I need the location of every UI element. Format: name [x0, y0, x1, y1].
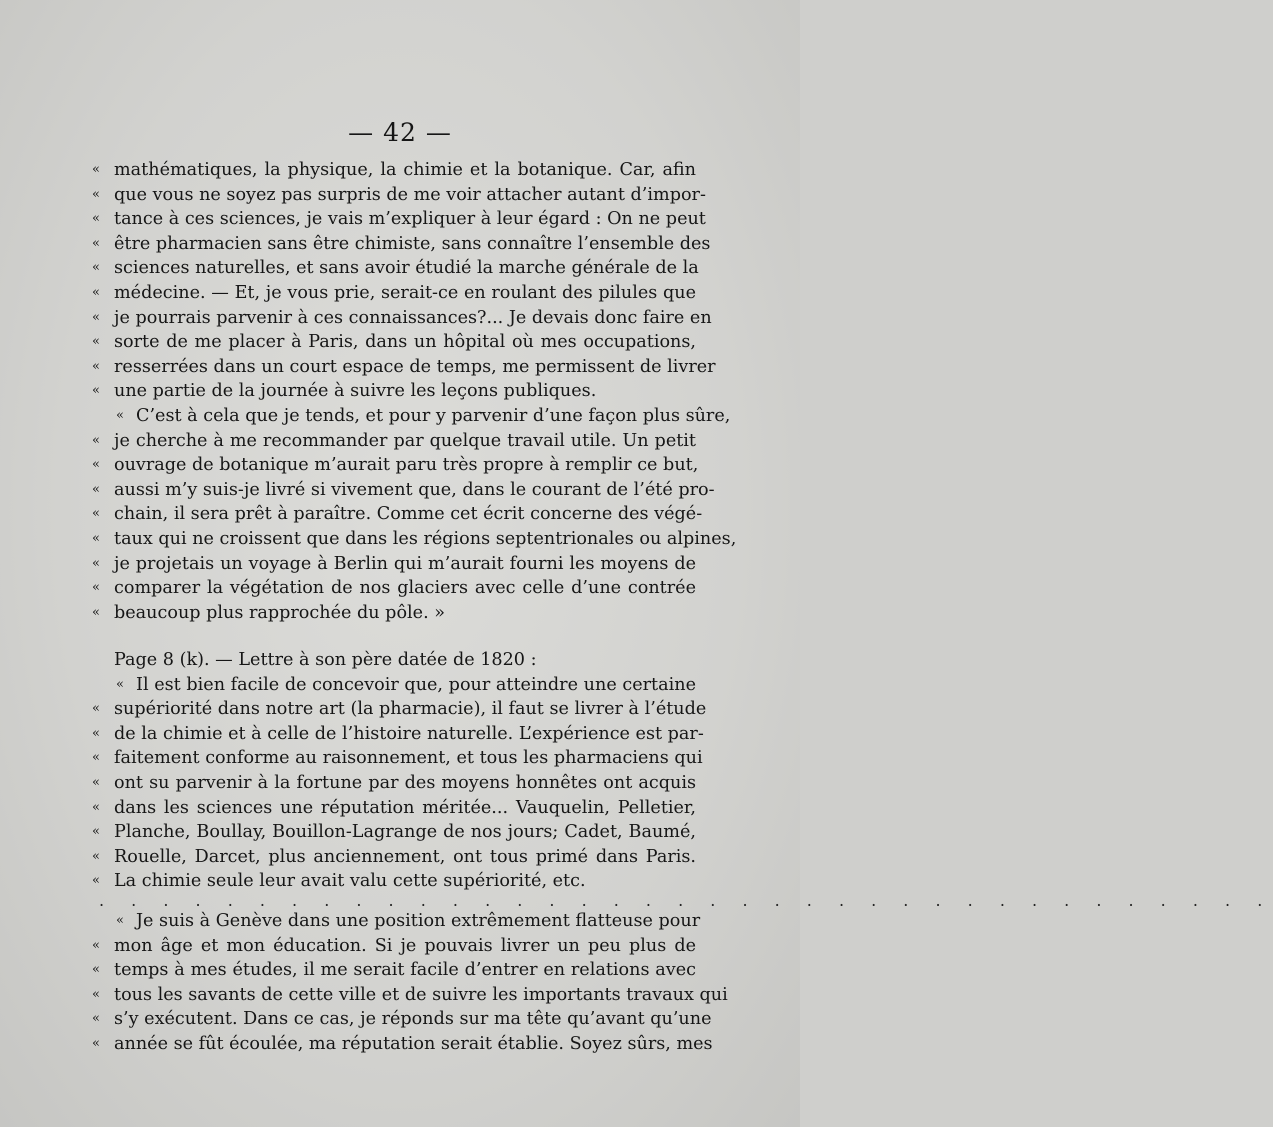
- text-line: « temps à mes études, il me serait facile d’entrer en relations avec: [92, 960, 696, 981]
- text-line: « Il est bien facile de concevoir que, pour atteindre une certaine: [116, 674, 696, 695]
- text-line: « chain, il sera prêt à paraître. Comme cet écrit concerne des végé-: [92, 504, 703, 525]
- text-line: « supériorité dans notre art (la pharmacie), il faut se livrer à l’étude: [92, 699, 707, 720]
- text-line: « que vous ne soyez pas surpris de me voir attacher autant d’impor-: [92, 184, 706, 205]
- text-line: « tance à ces sciences, je vais m’expliquer à leur égard : On ne peut: [92, 209, 706, 230]
- text-line: « je projetais un voyage à Berlin qui m’aurait fourni les moyens de: [92, 553, 696, 574]
- text-line: « une partie de la journée à suivre les leçons publiques.: [92, 381, 597, 402]
- text-line: « Rouelle, Darcet, plus anciennement, ont tous primé dans Paris.: [92, 846, 696, 867]
- page-number: — 42 —: [348, 118, 452, 147]
- text-line: « mon âge et mon éducation. Si je pouvais livrer un peu plus de: [92, 935, 696, 956]
- text-line: « mathématiques, la physique, la chimie et la botanique. Car, afin: [92, 160, 696, 180]
- text-line: « sorte de me placer à Paris, dans un hôpital où mes occupations,: [92, 332, 696, 353]
- paragraph-1: [92, 158, 737, 625]
- text-line: « année se fût écoulée, ma réputation serait établie. Soyez sûrs, mes: [92, 1033, 713, 1054]
- text-line: « je cherche à me recommander par quelque travail utile. Un petit: [92, 430, 696, 451]
- text-line: « aussi m’y suis-je livré si vivement que, dans le courant de l’été pro-: [92, 479, 715, 500]
- text-line: « taux qui ne croissent que dans les régions septentrionales ou alpines,: [92, 528, 737, 549]
- text-line: « de la chimie et à celle de l’histoire naturelle. L’expérience est par-: [92, 723, 704, 744]
- text-line: « je pourrais parvenir à ces connaissances?... Je devais donc faire en: [92, 307, 712, 328]
- text-line: « être pharmacien sans être chimiste, sans connaître l’ensemble des: [92, 233, 711, 254]
- ellipsis-dots: . . . . . . . . . . . . . . . . . . . . . . . . . . . . . . . . . . . . .: [99, 891, 1273, 910]
- text-line: « ouvrage de botanique m’aurait paru très propre à remplir ce but,: [92, 455, 699, 476]
- text-line: « Je suis à Genève dans une position extrêmement flatteuse pour: [116, 911, 701, 931]
- text-line: « faitement conforme au raisonnement, et tous les pharmaciens qui: [92, 748, 703, 769]
- text-line: « dans les sciences une réputation méritée... Vauquelin, Pelletier,: [92, 797, 696, 818]
- paragraph-3: [92, 909, 728, 1057]
- text-line: « Planche, Boullay, Bouillon-Lagrange de nos jours; Cadet, Baumé,: [92, 822, 696, 843]
- text-line: « comparer la végétation de nos glaciers avec celle d’une contrée: [92, 578, 696, 599]
- text-line: « La chimie seule leur avait valu cette supériorité, etc.: [92, 871, 586, 892]
- text-line: « s’y exécutent. Dans ce cas, je réponds sur ma tête qu’avant qu’une: [92, 1009, 712, 1030]
- text-line: « tous les savants de cette ville et de suivre les importants travaux qui: [92, 984, 728, 1005]
- text-line: « beaucoup plus rapprochée du pôle. »: [92, 602, 446, 623]
- text-line: « sciences naturelles, et sans avoir étudié la marche générale de la: [92, 258, 699, 279]
- text-line: « C’est à cela que je tends, et pour y parvenir d’une façon plus sûre,: [116, 405, 731, 426]
- text-line: « médecine. — Et, je vous prie, serait-ce en roulant des pilules que: [92, 282, 696, 303]
- paragraph-2: [92, 648, 707, 894]
- text-line: « resserrées dans un court espace de temps, me permissent de livrer: [92, 356, 716, 377]
- text-line: « ont su parvenir à la fortune par des moyens honnêtes ont acquis: [92, 772, 696, 793]
- letter-heading: Page 8 (k). — Lettre à son père datée de 1820 :: [114, 650, 537, 670]
